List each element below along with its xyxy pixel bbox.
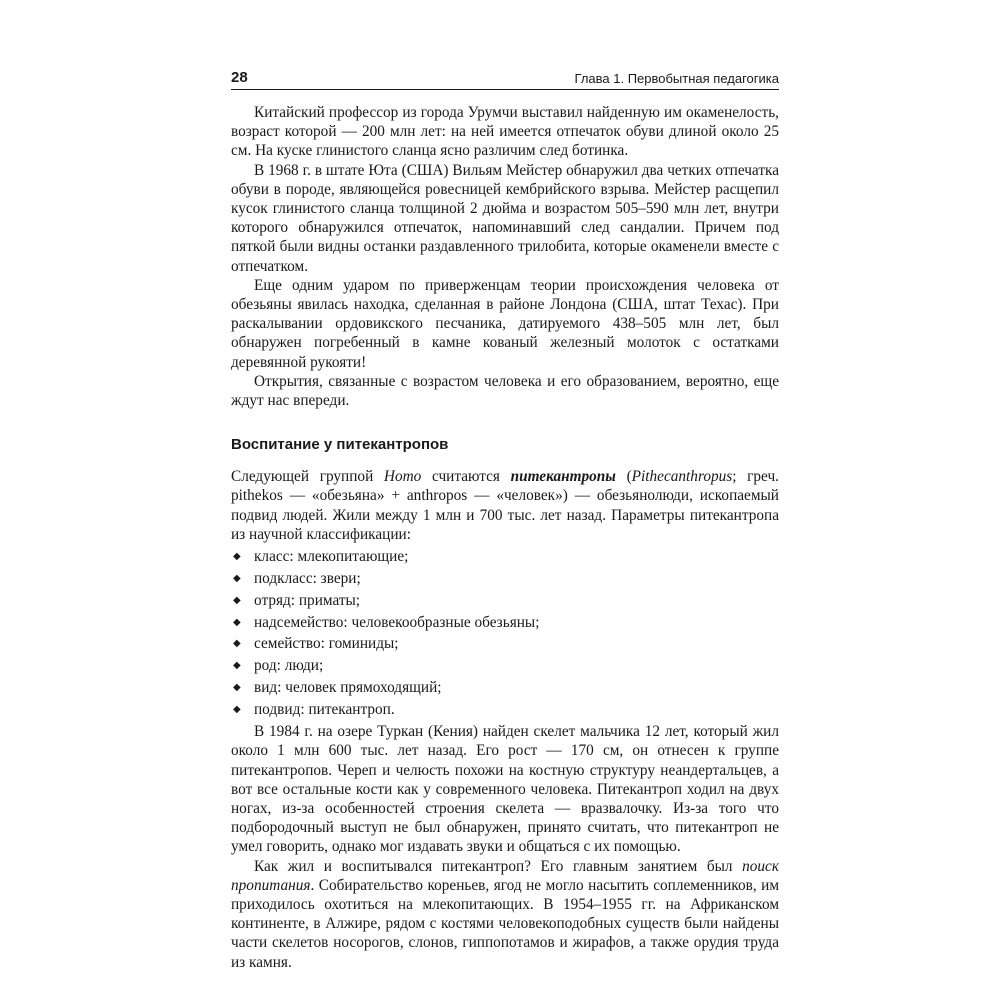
term-pithecanthropes: питекантропы [510,468,616,486]
section-heading: Воспитание у питекантропов [231,436,449,454]
term-food-search: поиск пропитания [231,857,779,894]
bullet-icon: ◆ [233,660,241,672]
lifestyle-text-2: . Собирательство кореньев, ягод не могло насытить соплеменников, им приходилось охотиться на млекопитающих. В 1954–1955 гг. на Африканском континенте, в Алжире, рядом с костями человекоподобных существ были найдены части скелетов носорогов, слонов, гиппопотамов и жирафов, а также орудия труда из камня. [231,876,779,971]
bullet-icon: ◆ [233,616,241,628]
list-item [231,569,779,588]
chapter-title: Глава 1. Первобытная педагогика [574,71,779,86]
paragraph-utah: В 1968 г. в штате Юта (США) Вильям Мейстер обнаружил два четких отпечатка обуви в породе, являющейся ровесницей кембрийского взрыва. Мейстер расщепил кусок глинистого сланца толщиной 2 дюйма и возрастом 505–590 млн лет, внутри которого обнаружился отпечаток, напоминавший след сандалии. Причем под пяткой были видны останки раздавленного трилобита, которые окаменели вместе с отпечатком. [231,161,779,275]
list-item [231,613,779,632]
term-homo: Homo [383,468,422,486]
list-item-text: подвид: питекантроп. [254,700,395,718]
intro-text-1: Следующей группой [231,468,384,486]
bullet-icon: ◆ [233,682,241,694]
list-item [231,678,779,697]
paragraph-hammer: Еще одним ударом по приверженцам теории происхождения человека от обезьяны явилась находка, сделанная в районе Лондона (США, штат Техас). При раскалывании ордовикского песчаника, датируемого 438–505 млн лет, был обнаружен погребенный в камне кованый железный молоток с остатками деревянной рукояти! [231,276,779,371]
bullet-icon: ◆ [233,703,241,715]
page-body [231,103,779,972]
paragraph-intro [231,467,779,544]
intro-text-2: считаются [421,468,511,486]
list-item [231,634,779,653]
intro-text-3: ( [615,468,632,486]
paragraph-lifestyle [231,857,779,972]
paragraph-discoveries: Открытия, связанные с возрастом человека и его образованием, вероятно, еще ждут нас впереди. [231,372,779,410]
list-item [231,656,779,675]
bullet-icon: ◆ [233,594,241,606]
intro-text-4: ; греч. pithekos — «обезьяна» + anthropos — «человек») — обезьянолюди, ископаемый подвид людей. Жили между 1 млн и 700 тыс. лет назад. Параметры питекантропа из научной классификации: [231,468,779,543]
list-item-text: отряд: приматы; [254,591,361,609]
bullet-icon: ◆ [233,638,241,650]
list-item [231,591,779,610]
lifestyle-text-1: Как жил и воспитывался питекантроп? Его главным занятием был [254,857,743,875]
running-head [231,66,779,90]
list-item-text: вид: человек прямоходящий; [254,679,442,697]
paragraph-urumqi: Китайский профессор из города Урумчи выставил найденную им окаменелость, возраст которой — 200 млн лет: на ней имеется отпечаток обуви длиной около 25 см. На куске глинистого сланца ясно различим след ботинка. [231,104,779,160]
paragraph-turkana: В 1984 г. на озере Туркан (Кения) найден скелет мальчика 12 лет, который жил около 1 млн 600 тыс. лет назад. Его рост — 170 см, он отнесен к группе питекантропов. Череп и челюсть похожи на костную структуру неандертальцев, а вот все остальные кости как у современного человека. Питекантроп ходил на двух ногах, из-за особенностей строения скелета — вразвалочку. Из-за того что подбородочный выступ не был обнаружен, принято считать, что питекантроп не умел говорить, однако мог издавать звуки и общаться с их помощью. [231,723,779,856]
list-item-text: класс: млекопитающие; [254,548,409,566]
list-item-text: подкласс: звери; [254,569,361,587]
list-item-text: род: люди; [254,657,324,675]
term-latin: Pithecanthropus [631,468,733,486]
bullet-icon: ◆ [233,572,241,584]
book-page [231,66,779,972]
bullet-icon: ◆ [233,551,241,563]
list-item-text: семейство: гоминиды; [254,635,399,653]
page-number: 28 [231,69,248,86]
list-item-text: надсемейство: человекообразные обезьяны; [254,613,540,631]
list-item [231,700,779,719]
classification-list [231,547,779,719]
list-item [231,547,779,566]
